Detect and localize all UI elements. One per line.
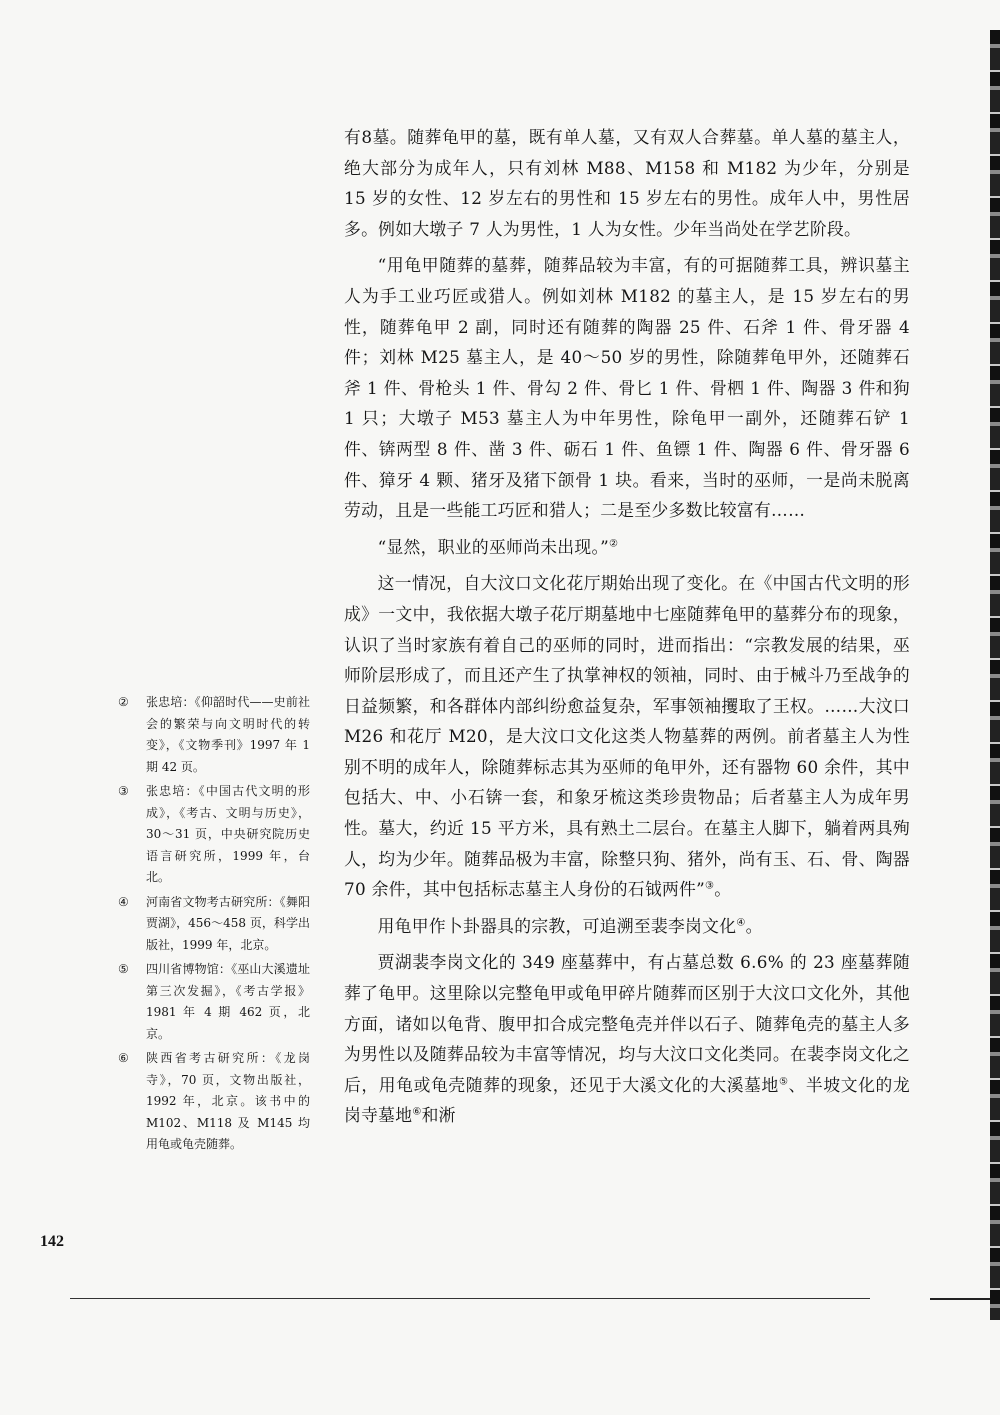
footnote-text: 张忠培：《中国古代文明的形成》，《考古、文明与历史》，30～31 页，中央研究院历史语言研究所，1999 年，台北。: [146, 784, 310, 884]
footnote-mark: ③: [118, 784, 129, 798]
footnote-ref-2[interactable]: ②: [609, 538, 619, 550]
footnote-text: 四川省博物馆：《巫山大溪遗址第三次发掘》，《考古学报》1981 年 4 期 462 页，北京。: [146, 962, 310, 1041]
footnote-mark: ②: [118, 695, 129, 709]
scan-spine-edge: [990, 30, 1000, 1320]
footnote-mark: ④: [118, 894, 129, 909]
paragraph-5-tail: 。: [745, 915, 763, 936]
paragraph-5: [344, 911, 910, 942]
footnote-text: 河南省文物考古研究所：《舞阳贾湖》，456～458 页，科学出版社，1999 年，北京。: [146, 894, 310, 952]
footnote-6: [118, 1048, 310, 1156]
paragraph-4: [344, 568, 910, 905]
bottom-rule: [70, 1298, 870, 1299]
footnote-ref-3[interactable]: ③: [705, 880, 715, 892]
footnote-ref-4[interactable]: ④: [736, 917, 746, 929]
footnote-text: 陕西省考古研究所：《龙岗寺》，70 页，文物出版社，1992 年，北京。该书中的 M102、M118 及 M145 均用龟或龟壳随葬。: [146, 1051, 310, 1151]
footnote-2: [118, 692, 310, 778]
paragraph-2-text: “用龟甲随葬的墓葬，随葬品较为丰富，有的可据随葬工具，辨识墓主人为手工业巧匠或猎人。例如刘林 M182 的墓主人，是 15 岁左右的男性，随葬龟甲 2 副，同时还有随葬的陶器 25 件、石斧 1 件、骨牙器 4 件；刘林 M25 墓主人，是 40～50 岁的男性，除随葬龟甲外，还随葬石斧 1 件、骨枪头 1 件、骨勾 2 件、骨匕 1 件、骨柶 1 件、陶器 3 件和狗 1 只；大墩子 M53 墓主人为中年男性，除龟甲一副外，还随葬石铲 1 件、锛两型 8 件、凿 3 件、砺石 1 件、鱼镖 1 件、陶器 6 件、骨牙器 6 件、獐牙 4 颗、猪牙及猪下颌骨 1 块。看来，当时的巫师，一是尚未脱离劳动，且是一些能工巧匠和猎人；二是至少多数比较富有……: [344, 255, 910, 521]
paragraph-4-text: 这一情况，自大汶口文化花厅期始出现了变化。在《中国古代文明的形成》一文中，我依据大墩子花厅期墓地中七座随葬龟甲的墓葬分布的现象，认识了当时家族有着自己的巫师的同时，进而指出：“宗教发展的结果，巫师阶层形成了，而且还产生了执掌神权的领袖，同时、由于械斗乃至战争的日益频繁，和各群体内部纠纷愈益复杂，军事领袖攫取了王权。……大汶口 M26 和花厅 M20，是大汶口文化这类人物墓葬的两例。前者墓主人为性别不明的成年人，除随葬标志其为巫师的龟甲外，还有器物 60 余件，其中包括大、中、小石锛一套，和象牙梳这类珍贵物品；后者墓主人为成年男性。墓大，约近 15 平方米，具有熟土二层台。在墓主人脚下，躺着两具殉人，均为少年。随葬品极为丰富，除整只狗、猪外，尚有玉、石、骨、陶器 70 余件，其中包括标志墓主人身份的石钺两件”: [344, 573, 910, 900]
paragraph-1: [344, 122, 910, 244]
footnotes-column: [118, 692, 310, 1159]
footnote-ref-5[interactable]: ⑤: [778, 1076, 789, 1088]
page-number: 142: [40, 1233, 64, 1250]
paragraph-4-tail: 。: [714, 879, 732, 900]
footnote-5: [118, 959, 310, 1045]
footnote-text: 张忠培：《仰韶时代——史前社会的繁荣与向文明时代的转变》，《文物季刊》1997 年 1 期 42 页。: [146, 695, 310, 774]
paragraph-3-text: “显然，职业的巫师尚未出现。”: [377, 536, 610, 557]
footnote-4: [118, 892, 310, 957]
paragraph-6-text: 贾湖裴李岗文化的 349 座墓葬中，有占墓总数 6.6% 的 23 座墓葬随葬了龟甲。这里除以完整龟甲或龟甲碎片随葬而区别于大汶口文化外，其他方面，诸如以龟背、腹甲扣合成完整龟壳并伴以石子、随葬龟壳的墓主人多为男性以及随葬品较为丰富等情况，均与大汶口文化类同。在裴李岗文化之后，用龟或龟壳随葬的现象，还见于大溪文化的大溪墓地: [344, 952, 910, 1095]
main-text-column: [344, 122, 910, 1137]
paragraph-5-text: 用龟甲作卜卦器具的宗教，可追溯至裴李岗文化: [377, 915, 737, 936]
footnote-3: [118, 781, 310, 889]
paragraph-6-tail: 、半坡文化的龙岗寺墓地: [344, 1074, 910, 1126]
footnote-mark: ⑥: [118, 1051, 129, 1065]
footnote-ref-6[interactable]: ⑥: [412, 1106, 422, 1118]
paragraph-2: [344, 250, 910, 525]
paragraph-3: [344, 532, 910, 563]
paragraph-6: [344, 947, 910, 1131]
paragraph-6-tail2: 和淅: [421, 1105, 456, 1126]
footnote-mark: ⑤: [118, 962, 129, 976]
paragraph-1-text: 有8墓。随葬龟甲的墓，既有单人墓，又有双人合葬墓。单人墓的墓主人，绝大部分为成年人，只有刘林 M88、M158 和 M182 为少年，分别是 15 岁的女性、12 岁左右的男性和 15 岁左右的男性。成年人中，男性居多。例如大墩子 7 人为男性，1 人为女性。少年当尚处在学艺阶段。: [344, 127, 910, 239]
